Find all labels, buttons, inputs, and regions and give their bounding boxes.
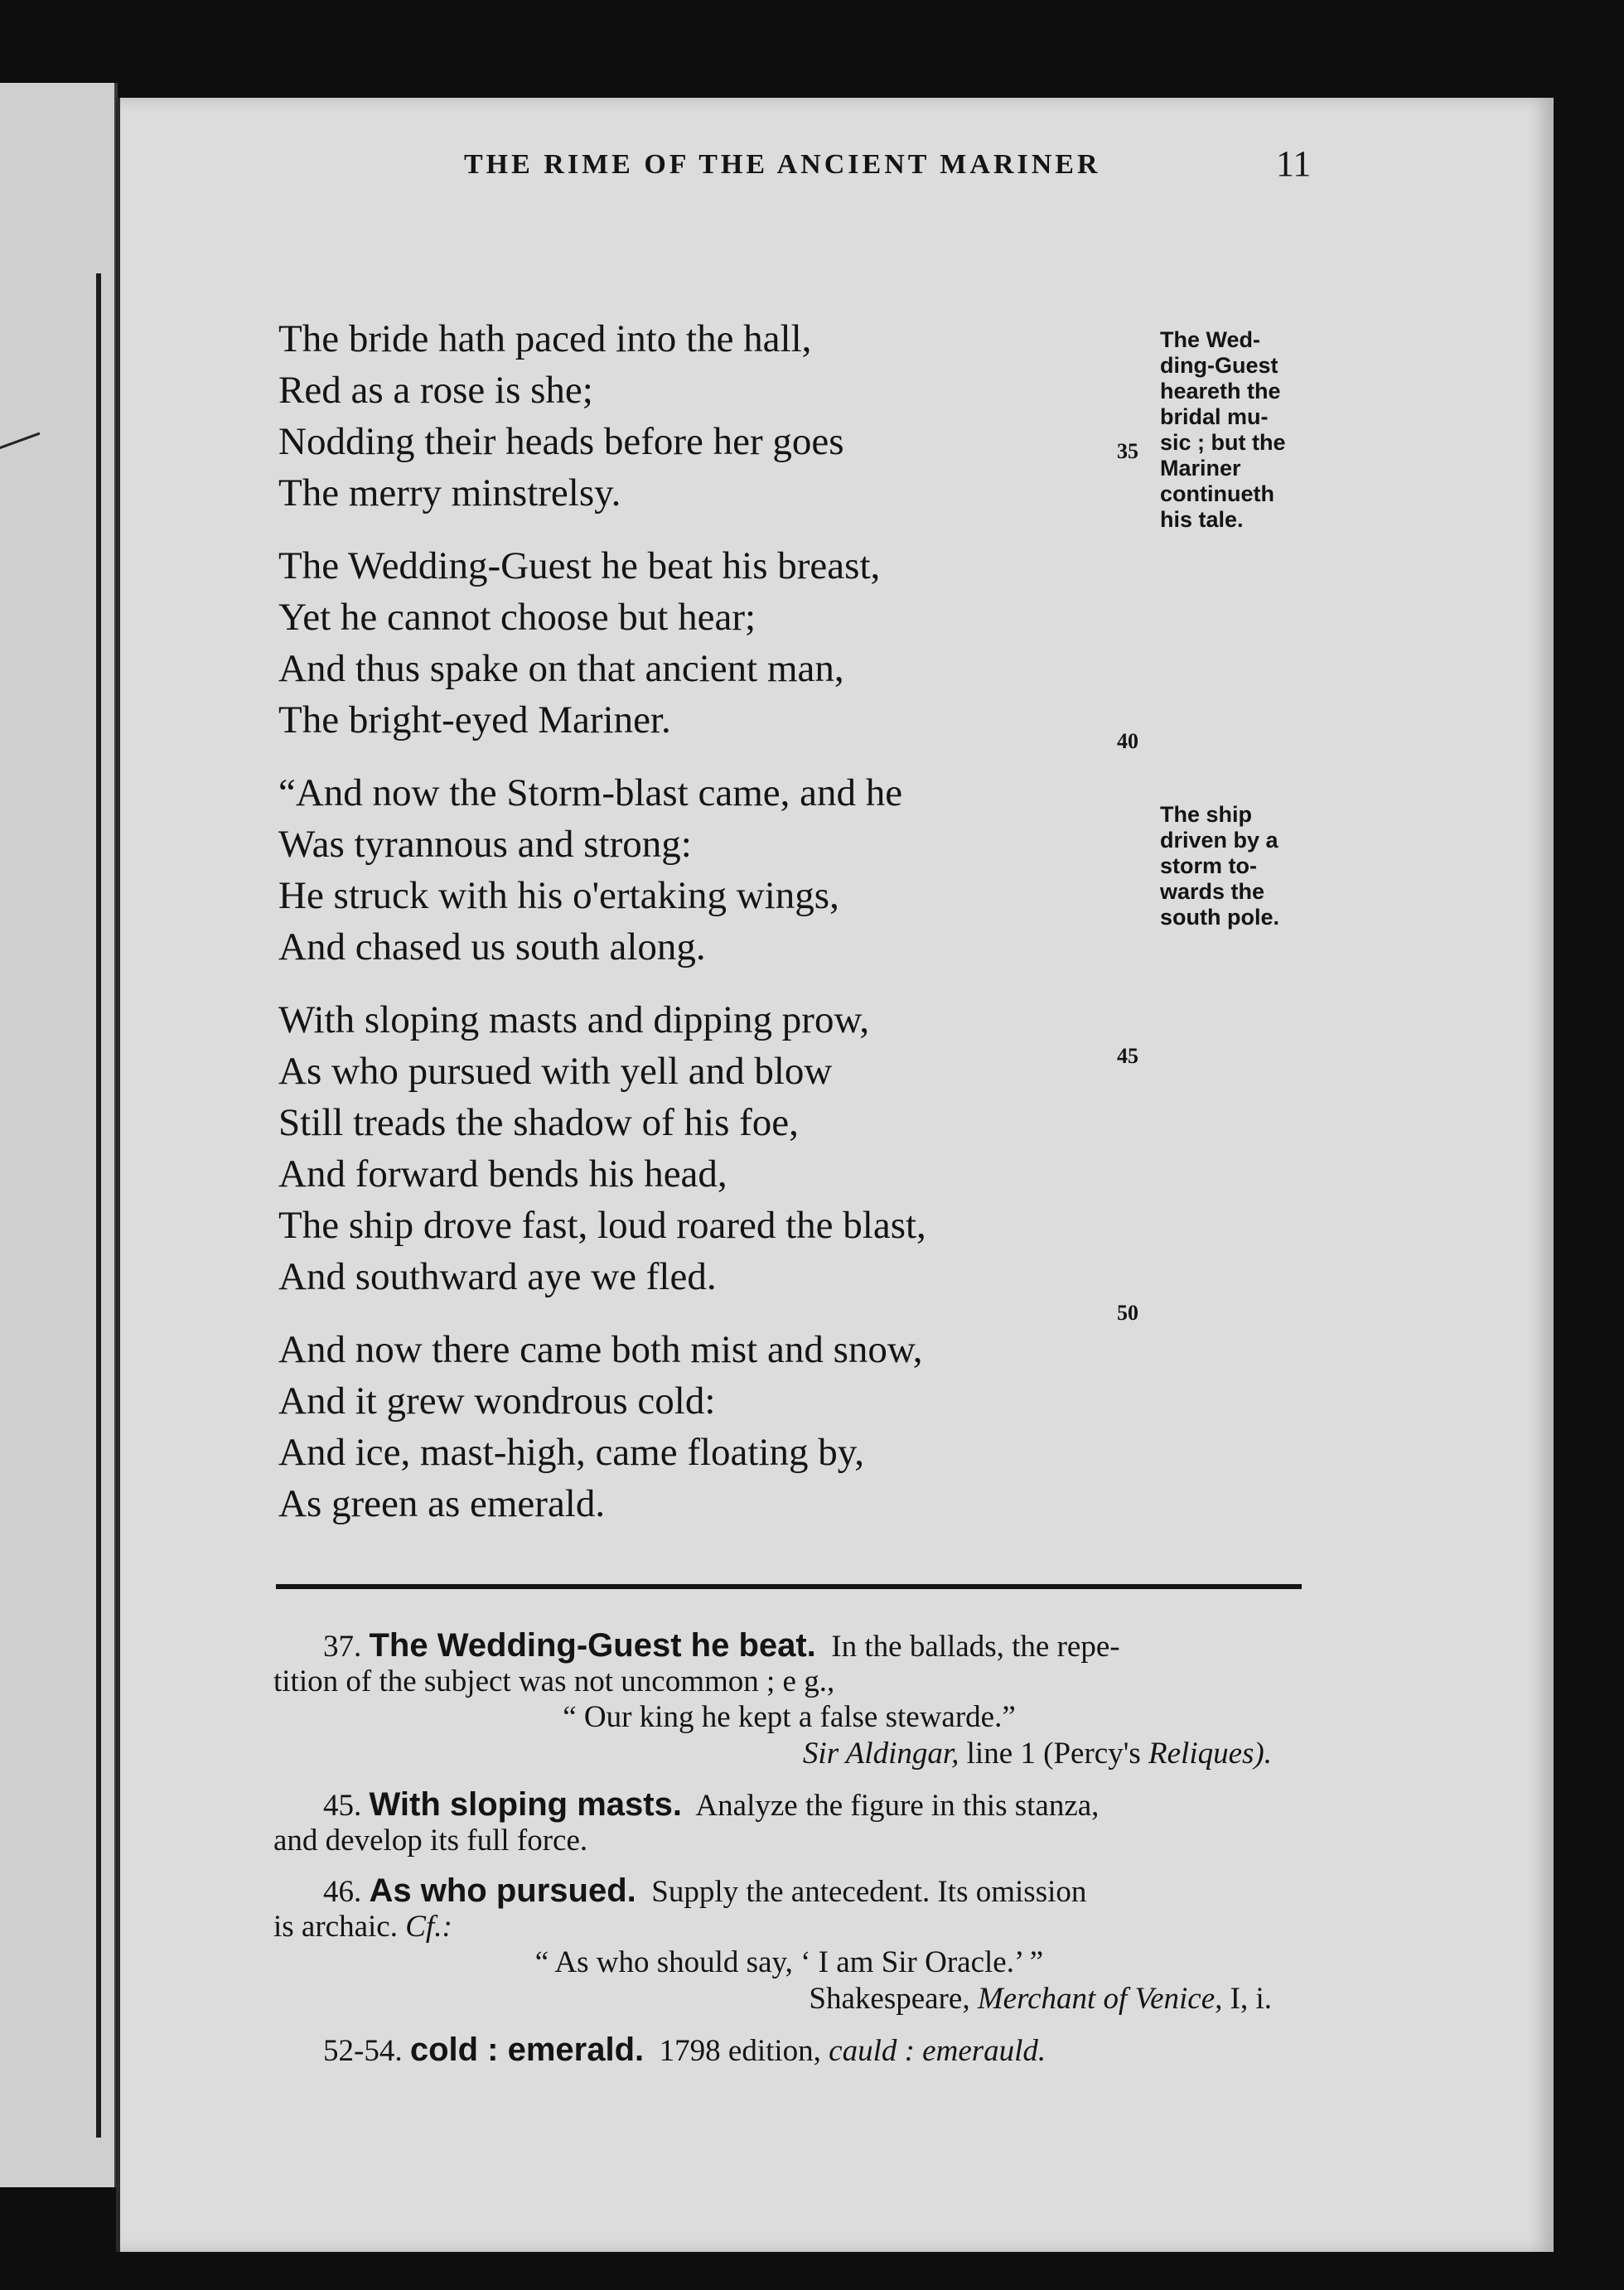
note-number: 45. bbox=[323, 1789, 362, 1823]
poem-line: Was tyrannous and strong: bbox=[278, 823, 692, 866]
running-header: THE RIME OF THE ANCIENT MARINER bbox=[464, 149, 1101, 180]
side-gloss bbox=[1160, 802, 1326, 930]
poem-line: And now there came both mist and snow, bbox=[278, 1328, 923, 1371]
cite-rest: I, i. bbox=[1230, 1982, 1272, 2016]
poem-line: Still treads the shadow of his foe, bbox=[278, 1101, 799, 1144]
gloss-line: driven by a bbox=[1160, 828, 1278, 853]
note-number: 46. bbox=[323, 1875, 362, 1909]
note-citation bbox=[273, 1736, 1305, 1772]
gloss-line: ding-Guest bbox=[1160, 353, 1278, 378]
note-text: is archaic. bbox=[273, 1910, 398, 1944]
poem-line: The Wedding-Guest he beat his breast, bbox=[278, 544, 881, 587]
note-quote: “ As who should say, ‘ I am Sir Oracle.’ ” bbox=[534, 1945, 1044, 1979]
note-text: and develop its full force. bbox=[273, 1824, 588, 1858]
stanza bbox=[278, 313, 1115, 519]
poem-line: And ice, mast-high, came floating by, bbox=[278, 1431, 864, 1474]
gloss-line: south pole. bbox=[1160, 905, 1279, 930]
footnote-52-54 bbox=[273, 2032, 1305, 2069]
poem-line: And chased us south along. bbox=[278, 925, 706, 969]
poem-line: The merry minstrelsy. bbox=[278, 471, 621, 515]
stanza bbox=[278, 540, 1115, 746]
note-text: In the ballads, the repe- bbox=[831, 1630, 1120, 1664]
note-number: 52-54. bbox=[323, 2034, 403, 2068]
gloss-line: wards the bbox=[1160, 879, 1265, 904]
note-text: tition of the subject was not uncommon ; e g., bbox=[273, 1664, 835, 1698]
gloss-line: Mariner bbox=[1160, 456, 1241, 481]
note-keyword: The Wedding-Guest he beat. bbox=[369, 1627, 816, 1664]
footnote-45 bbox=[273, 1787, 1305, 1858]
footnote-46 bbox=[273, 1873, 1305, 2017]
poem-line: As who pursued with yell and blow bbox=[278, 1050, 833, 1093]
gloss-line: The Wed- bbox=[1160, 327, 1260, 352]
stanza bbox=[278, 1324, 1115, 1529]
stanza bbox=[278, 994, 1115, 1302]
poem-line: And forward bends his head, bbox=[278, 1152, 727, 1196]
line-number: 50 bbox=[1117, 1301, 1138, 1325]
note-text: 1798 edition, bbox=[659, 2034, 821, 2068]
note-text: Supply the antecedent. Its omission bbox=[651, 1875, 1087, 1909]
poem-line: Red as a rose is she; bbox=[278, 369, 593, 412]
note-keyword: cold : emerald. bbox=[409, 2032, 645, 2068]
footnotes bbox=[273, 1628, 1305, 2084]
poem-line: “And now the Storm-blast came, and he bbox=[278, 771, 903, 814]
note-text: Analyze the figure in this stanza, bbox=[695, 1789, 1100, 1823]
line-number: 35 bbox=[1117, 439, 1138, 463]
poem-line: The bride hath paced into the hall, bbox=[278, 317, 812, 360]
note-citation bbox=[273, 1981, 1305, 2017]
gloss-line: storm to- bbox=[1160, 853, 1257, 878]
poem-line: And southward aye we fled. bbox=[278, 1255, 717, 1298]
note-keyword: As who pursued. bbox=[369, 1872, 636, 1909]
gloss-line: The ship bbox=[1160, 802, 1253, 827]
cite-title: Sir Aldingar, bbox=[802, 1737, 959, 1771]
poem-line: Nodding their heads before her goes bbox=[278, 420, 844, 463]
poem-line: The bright-eyed Mariner. bbox=[278, 698, 671, 742]
poem-line: And it grew wondrous cold: bbox=[278, 1379, 716, 1423]
gloss-line: bridal mu- bbox=[1160, 404, 1269, 429]
footnote-37 bbox=[273, 1628, 1305, 1772]
pencil-mark bbox=[0, 432, 57, 499]
poem-line: Yet he cannot choose but hear; bbox=[278, 596, 756, 639]
cite-book: Reliques). bbox=[1148, 1737, 1272, 1771]
book-spine bbox=[96, 273, 101, 2138]
note-keyword: With sloping masts. bbox=[369, 1786, 682, 1823]
poem-line: And thus spake on that ancient man, bbox=[278, 647, 844, 690]
poem-line: As green as emerald. bbox=[278, 1482, 606, 1525]
note-cf: Cf.: bbox=[405, 1910, 452, 1944]
gloss-line: heareth the bbox=[1160, 379, 1281, 403]
note-variant: cauld : emerauld. bbox=[829, 2034, 1046, 2068]
footnote-rule bbox=[276, 1584, 1302, 1589]
side-gloss bbox=[1160, 327, 1326, 533]
stanza bbox=[278, 767, 1115, 973]
cite-title: Merchant of Venice, bbox=[977, 1982, 1223, 2016]
poem-line: The ship drove fast, loud roared the blast, bbox=[278, 1204, 926, 1247]
poem-text bbox=[278, 313, 1115, 1551]
note-quote: “ Our king he kept a false stewarde.” bbox=[563, 1700, 1016, 1734]
line-number: 45 bbox=[1117, 1044, 1138, 1068]
note-number: 37. bbox=[323, 1630, 362, 1664]
gloss-line: continueth bbox=[1160, 481, 1274, 506]
cite-rest: line 1 (Percy's bbox=[966, 1737, 1141, 1771]
poem-line: He struck with his o'ertaking wings, bbox=[278, 874, 839, 917]
poem-line: With sloping masts and dipping prow, bbox=[278, 998, 870, 1041]
cite-author: Shakespeare, bbox=[809, 1982, 970, 2016]
line-number: 40 bbox=[1117, 729, 1138, 753]
page-number: 11 bbox=[1276, 143, 1312, 184]
gloss-line: sic ; but the bbox=[1160, 430, 1286, 455]
gloss-line: his tale. bbox=[1160, 507, 1244, 532]
